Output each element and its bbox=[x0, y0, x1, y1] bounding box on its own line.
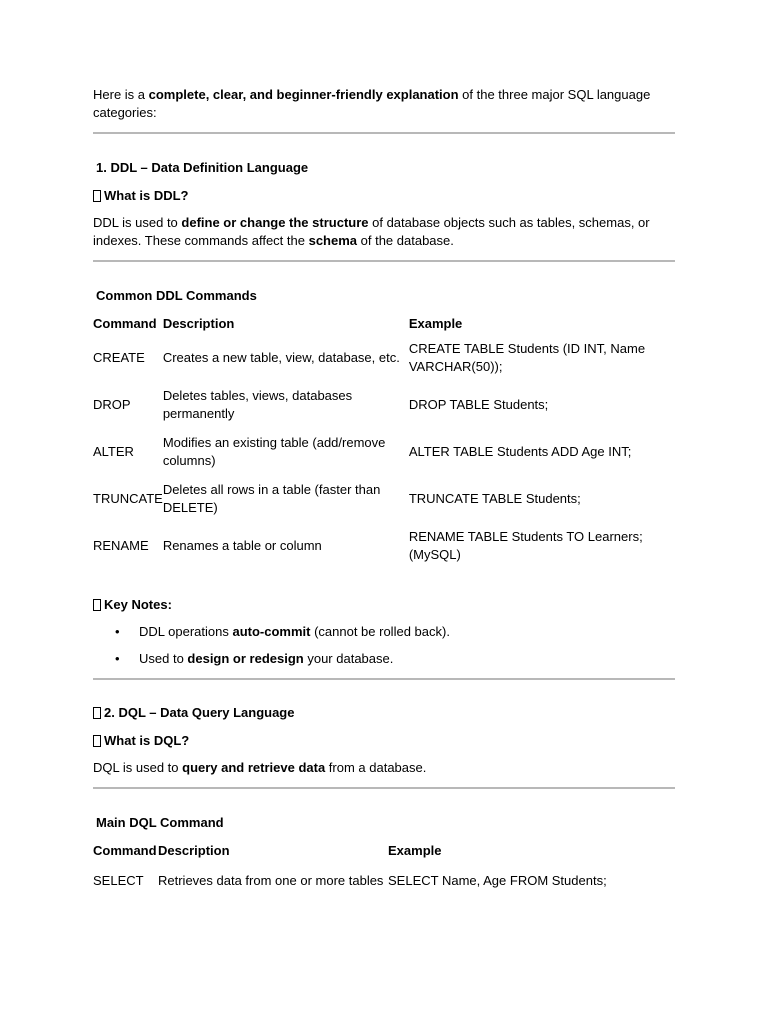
table-row bbox=[93, 522, 653, 569]
table-header-row bbox=[93, 841, 607, 861]
cell-example: ALTER TABLE Students ADD Age INT; bbox=[408, 443, 632, 459]
dql-description bbox=[93, 759, 675, 777]
column-header-description: Description bbox=[158, 843, 230, 858]
missing-glyph-icon bbox=[93, 190, 101, 202]
cell-description: Creates a new table, view, database, etc. bbox=[162, 349, 400, 365]
dql-desc-text: DQL is used to bbox=[93, 760, 183, 775]
column-header-example: Example bbox=[408, 316, 463, 331]
cell-description: Deletes all rows in a table (faster than DELETE) bbox=[162, 481, 381, 515]
note-text: your database. bbox=[303, 651, 394, 666]
table-row bbox=[93, 475, 653, 522]
note-text: (cannot be rolled back). bbox=[310, 624, 450, 639]
ddl-desc-bold: schema bbox=[308, 233, 358, 248]
list-item bbox=[93, 650, 675, 668]
divider bbox=[93, 132, 675, 134]
ddl-what-heading-text: What is DDL? bbox=[104, 188, 189, 203]
ddl-desc-text: of the database. bbox=[357, 233, 454, 248]
cell-description: Modifies an existing table (add/remove columns) bbox=[162, 434, 386, 468]
divider bbox=[93, 787, 675, 789]
cell-command: TRUNCATE bbox=[93, 490, 163, 506]
dql-desc-bold: query and retrieve data bbox=[182, 760, 326, 775]
key-notes-list bbox=[93, 623, 675, 668]
cell-example: TRUNCATE TABLE Students; bbox=[408, 490, 581, 506]
divider bbox=[93, 678, 675, 680]
cell-example: SELECT Name, Age FROM Students; bbox=[388, 873, 607, 888]
intro-text: Here is a bbox=[93, 87, 149, 102]
note-bold: design or redesign bbox=[187, 651, 304, 666]
key-notes-heading-text: Key Notes: bbox=[104, 597, 172, 612]
missing-glyph-icon bbox=[93, 707, 101, 719]
cell-command: RENAME bbox=[93, 537, 149, 553]
missing-glyph-icon bbox=[93, 735, 101, 747]
cell-example: CREATE TABLE Students (ID INT, Name VARCHAR(50)); bbox=[408, 340, 646, 374]
divider bbox=[93, 260, 675, 262]
cell-example: DROP TABLE Students; bbox=[408, 396, 549, 412]
intro-bold-text: complete, clear, and beginner-friendly explanation bbox=[148, 87, 459, 102]
cell-command: SELECT bbox=[93, 873, 144, 888]
intro-text-end: of the three major SQL language categories: bbox=[93, 87, 651, 120]
ddl-commands-table bbox=[93, 314, 653, 569]
table-row bbox=[93, 861, 607, 901]
document-page bbox=[93, 86, 675, 901]
ddl-heading: 1. DDL – Data Definition Language bbox=[96, 160, 309, 175]
dql-what-heading-text: What is DQL? bbox=[104, 733, 190, 748]
dql-what-heading bbox=[93, 732, 675, 750]
column-header-command: Command bbox=[93, 316, 157, 331]
table-row bbox=[93, 334, 653, 381]
cell-command: CREATE bbox=[93, 349, 145, 365]
ddl-description bbox=[93, 214, 653, 250]
column-header-example: Example bbox=[388, 843, 442, 858]
ddl-desc-text: DDL is used to bbox=[93, 215, 182, 230]
cell-command: DROP bbox=[93, 396, 131, 412]
ddl-table-title: Common DDL Commands bbox=[96, 288, 257, 303]
key-notes-heading bbox=[93, 596, 675, 614]
list-item bbox=[93, 623, 675, 641]
column-header-description: Description bbox=[162, 316, 235, 331]
ddl-desc-text: of database objects such as tables, schemas, or indexes. These commands affect the bbox=[93, 215, 650, 248]
note-bold: auto-commit bbox=[232, 624, 311, 639]
note-text: Used to bbox=[139, 651, 188, 666]
note-text: DDL operations bbox=[139, 624, 233, 639]
table-row bbox=[93, 428, 653, 475]
table-header-row bbox=[93, 314, 653, 334]
cell-command: ALTER bbox=[93, 443, 134, 459]
intro-paragraph bbox=[93, 86, 653, 122]
cell-description: Deletes tables, views, databases permanently bbox=[162, 387, 353, 421]
dql-desc-text: from a database. bbox=[325, 760, 427, 775]
missing-glyph-icon bbox=[93, 599, 101, 611]
dql-table-title: Main DQL Command bbox=[96, 815, 224, 830]
dql-commands-table bbox=[93, 841, 607, 901]
dql-heading bbox=[93, 704, 675, 722]
ddl-what-heading bbox=[93, 187, 675, 205]
dql-heading-text: 2. DQL – Data Query Language bbox=[104, 705, 295, 720]
cell-example: RENAME TABLE Students TO Learners; (MySQL) bbox=[408, 528, 643, 562]
ddl-desc-bold: define or change the structure bbox=[181, 215, 369, 230]
table-row bbox=[93, 381, 653, 428]
column-header-command: Command bbox=[93, 843, 157, 858]
cell-description: Renames a table or column bbox=[162, 537, 322, 553]
cell-description: Retrieves data from one or more tables bbox=[158, 873, 384, 888]
